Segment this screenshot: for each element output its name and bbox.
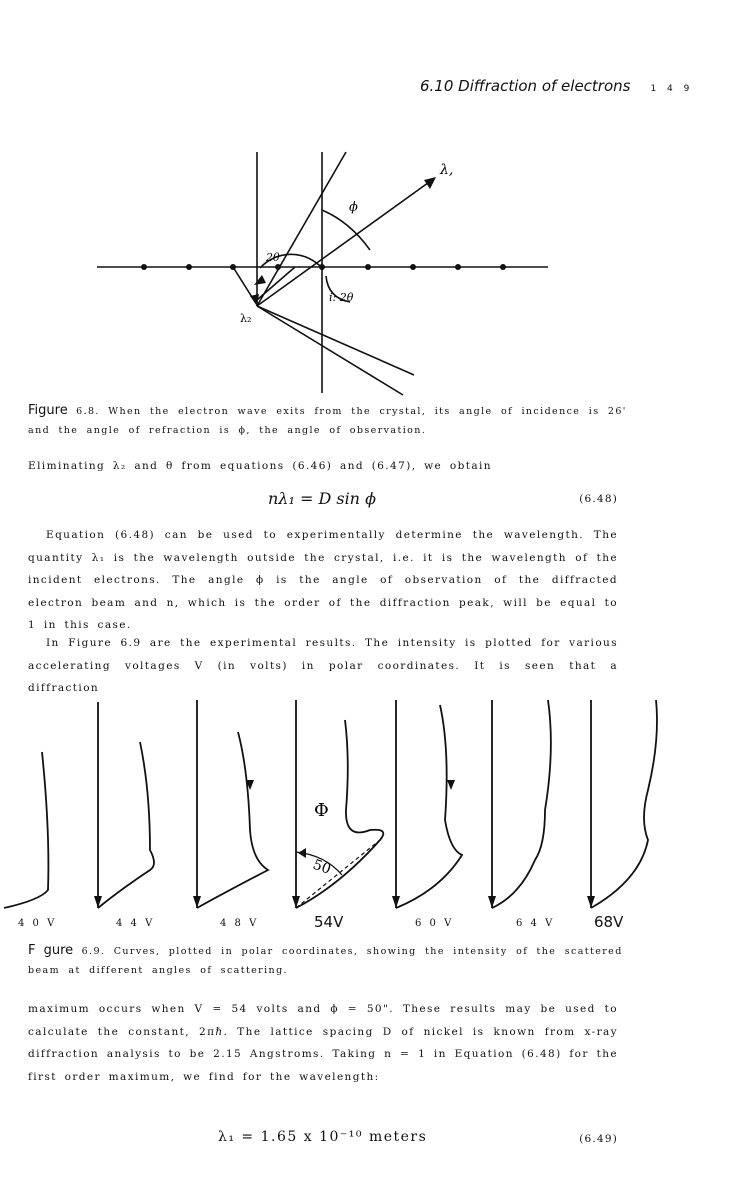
caption-number: 6.9. [81,946,106,957]
lattice-atom [410,264,416,270]
curve-44v [98,742,154,908]
lattice-atom [186,264,192,270]
ray-line [257,152,346,306]
voltage-label: 4 4 V [116,918,155,929]
lambda1-label: λ, [440,162,454,178]
voltage-label: 54V [314,913,344,931]
lambda1-arrowhead [424,177,436,189]
lattice-atom [230,264,236,270]
curve-60v [396,705,462,908]
phi-label: Φ [314,800,329,821]
figure-6-9-caption [28,941,628,980]
curve-40v [4,752,48,908]
lattice-atom [275,264,281,270]
equation-6-48 [28,489,618,515]
lambda2-label: λ₂ [240,312,252,325]
equation-number: (6.48) [579,493,618,505]
caption-lead: Figure [28,403,68,418]
lattice-atom [365,264,371,270]
curve-54v [296,720,383,908]
figure-6-8-diagram [0,0,746,400]
lattice-atom [500,264,506,270]
voltage-label: 6 4 V [516,918,555,929]
angle-arrowhead [298,848,306,858]
curve-64v [492,700,551,908]
paragraph: In Figure 6.9 are the experimental results. The intensity is plotted for various accelerating voltages V (in volts) in polar coordinates. It is seen that a diffraction [28,637,618,694]
lattice-atom [455,264,461,270]
lattice-atom [319,264,325,270]
angle-dashed-line [296,840,380,908]
incidence-label: i: 2θ [329,291,354,304]
voltage-label: 68V [594,913,624,931]
equation-body: nλ₁ = D sin ϕ [268,489,376,508]
figure-6-9-curves [0,690,746,930]
voltage-label: 4 0 V [18,918,57,929]
curve-48v [197,732,268,908]
caption-text: When the electron wave exits from the crystal, its angle of incidence is 26' [108,406,627,417]
curve-arrowhead [447,780,455,790]
caption-text: and the angle of refraction is ϕ, the angle of observation. [28,425,427,436]
equation-body: λ₁ = 1.65 x 10⁻¹⁰ meters [218,1129,428,1145]
section-title: 6.10 Diffraction of electrons [420,77,631,95]
paragraph: Equation (6.48) can be used to experimentally determine the wavelength. The quantity λ₁ is the wavelength outside the crystal, i.e. it is the wavelength of the incident electrons. The angle ϕ is the angle of observation of the diffracted electron beam and n, which is the order of the diffraction peak, will be equal to 1 in this case. [28,529,618,631]
page-number: 1 4 9 [650,84,694,94]
paragraph: maximum occurs when V = 54 volts and ϕ = 50". These results may be used to calculate the constant, 2πℏ. The lattice spacing D of nickel is known from x-ray diffraction analysis to be 2.15 Angstroms. Taking n = 1 in Equation (6.48) for the first order maximum, we find for the wavelength: [28,1003,618,1083]
voltage-label: 4 8 V [220,918,259,929]
figure-6-8-caption [28,401,628,440]
eliminating-line: Eliminating λ₂ and θ from equations (6.46) and (6.47), we obtain [28,460,492,472]
lattice-atom [141,264,147,270]
two-theta-label: 2θ [266,251,280,264]
caption-text: Curves, plotted in polar coordinates, showing the intensity of the scattered [113,946,623,957]
curve-68v [591,700,657,908]
equation-6-49 [28,1129,618,1155]
voltage-label: 6 0 V [415,918,454,929]
caption-text: beam at different angles of scattering. [28,965,288,976]
ray-line [257,306,414,375]
angle-label: 50 [310,856,333,878]
equation-number: (6.49) [579,1133,618,1145]
lambda1-ray [257,180,432,306]
caption-number: 6.8. [76,406,100,417]
caption-lead: F gure [28,943,74,958]
arc-arrowhead [254,275,266,285]
ray-line [257,306,403,395]
phi-label: ϕ [349,200,358,215]
